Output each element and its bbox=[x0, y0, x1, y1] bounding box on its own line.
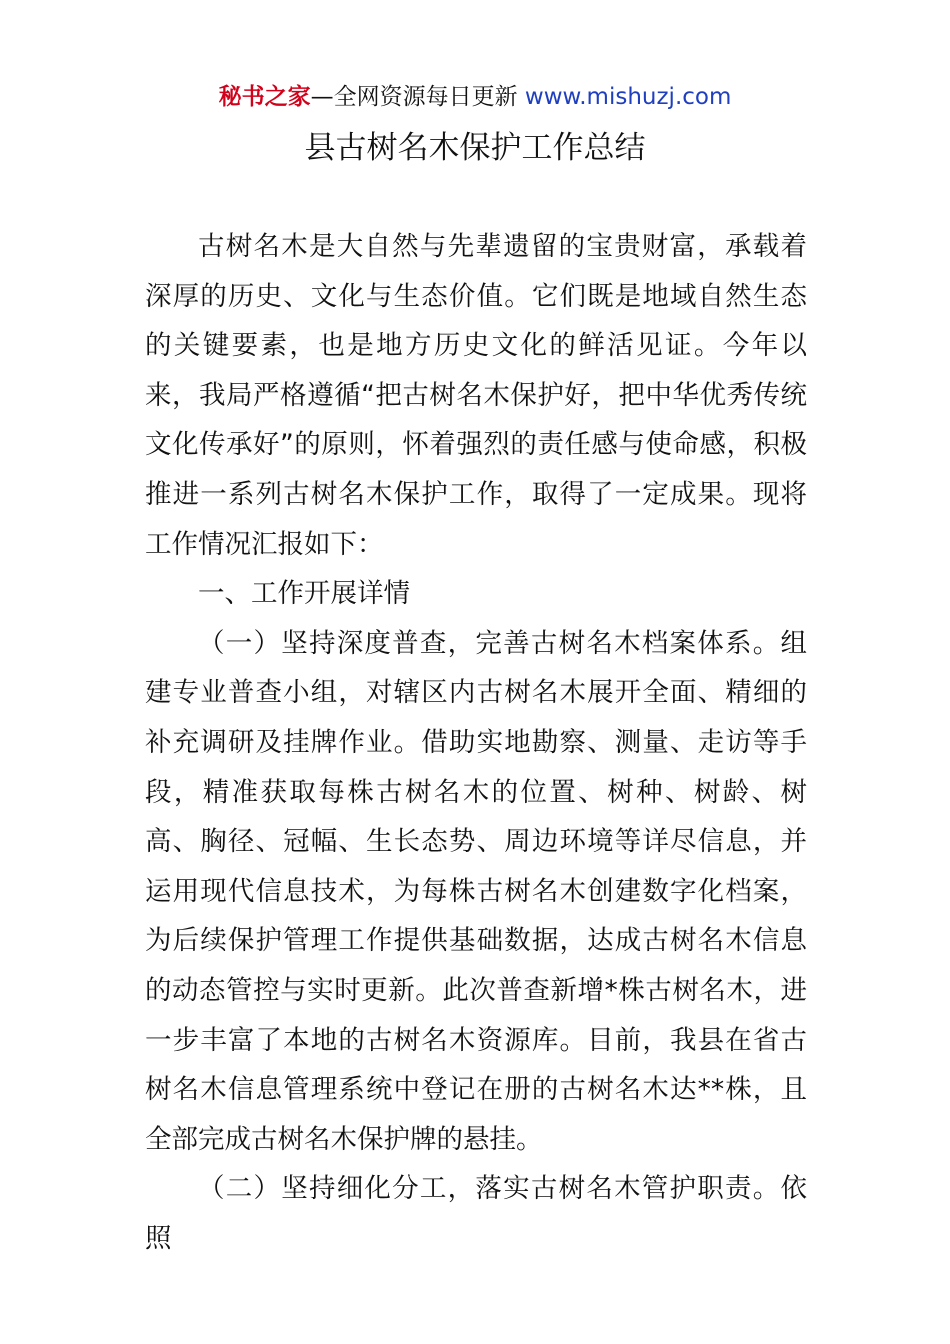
subsection-paragraph: （一）坚持深度普查，完善古树名木档案体系。组建专业普查小组，对辖区内古树名木展开全面、精细的补充调研及挂牌作业。借助实地勘察、测量、走访等手段，精准获取每株古树名木的位置、树种、树龄、树高、胸径、冠幅、生长态势、周边环境等详尽信息，并运用现代信息技术，为每株古树名木创建数字化档案，为后续保护管理工作提供基础数据，达成古树名木信息的动态管控与实时更新。此次普查新增*株古树名木，进一步丰富了本地的古树名木资源库。目前，我县在省古树名木信息管理系统中登记在册的古树名木达**株，且全部完成古树名木保护牌的悬挂。 bbox=[145, 627, 807, 1155]
document-body bbox=[145, 222, 807, 1263]
site-url-link[interactable]: www.mishuzj.com bbox=[524, 84, 732, 110]
intro-paragraph: 古树名木是大自然与先辈遗留的宝贵财富，承载着深厚的历史、文化与生态价值。它们既是地域自然生态的关键要素，也是地方历史文化的鲜活见证。今年以来，我局严格遵循“把古树名木保护好，把中华优秀传统文化传承好”的原则，怀着强烈的责任感与使命感，积极推进一系列古树名木保护工作，取得了一定成果。现将工作情况汇报如下： bbox=[145, 231, 807, 560]
section-heading: 一、工作开展详情 bbox=[198, 578, 410, 610]
header-tagline: —全网资源每日更新 bbox=[310, 84, 525, 110]
site-header bbox=[0, 80, 950, 114]
brand-name: 秘书之家 bbox=[218, 84, 311, 110]
document-title: 县古树名木保护工作总结 bbox=[304, 130, 646, 166]
subsection-paragraph: （二）坚持细化分工，落实古树名木管护职责。依照 bbox=[145, 1173, 807, 1254]
